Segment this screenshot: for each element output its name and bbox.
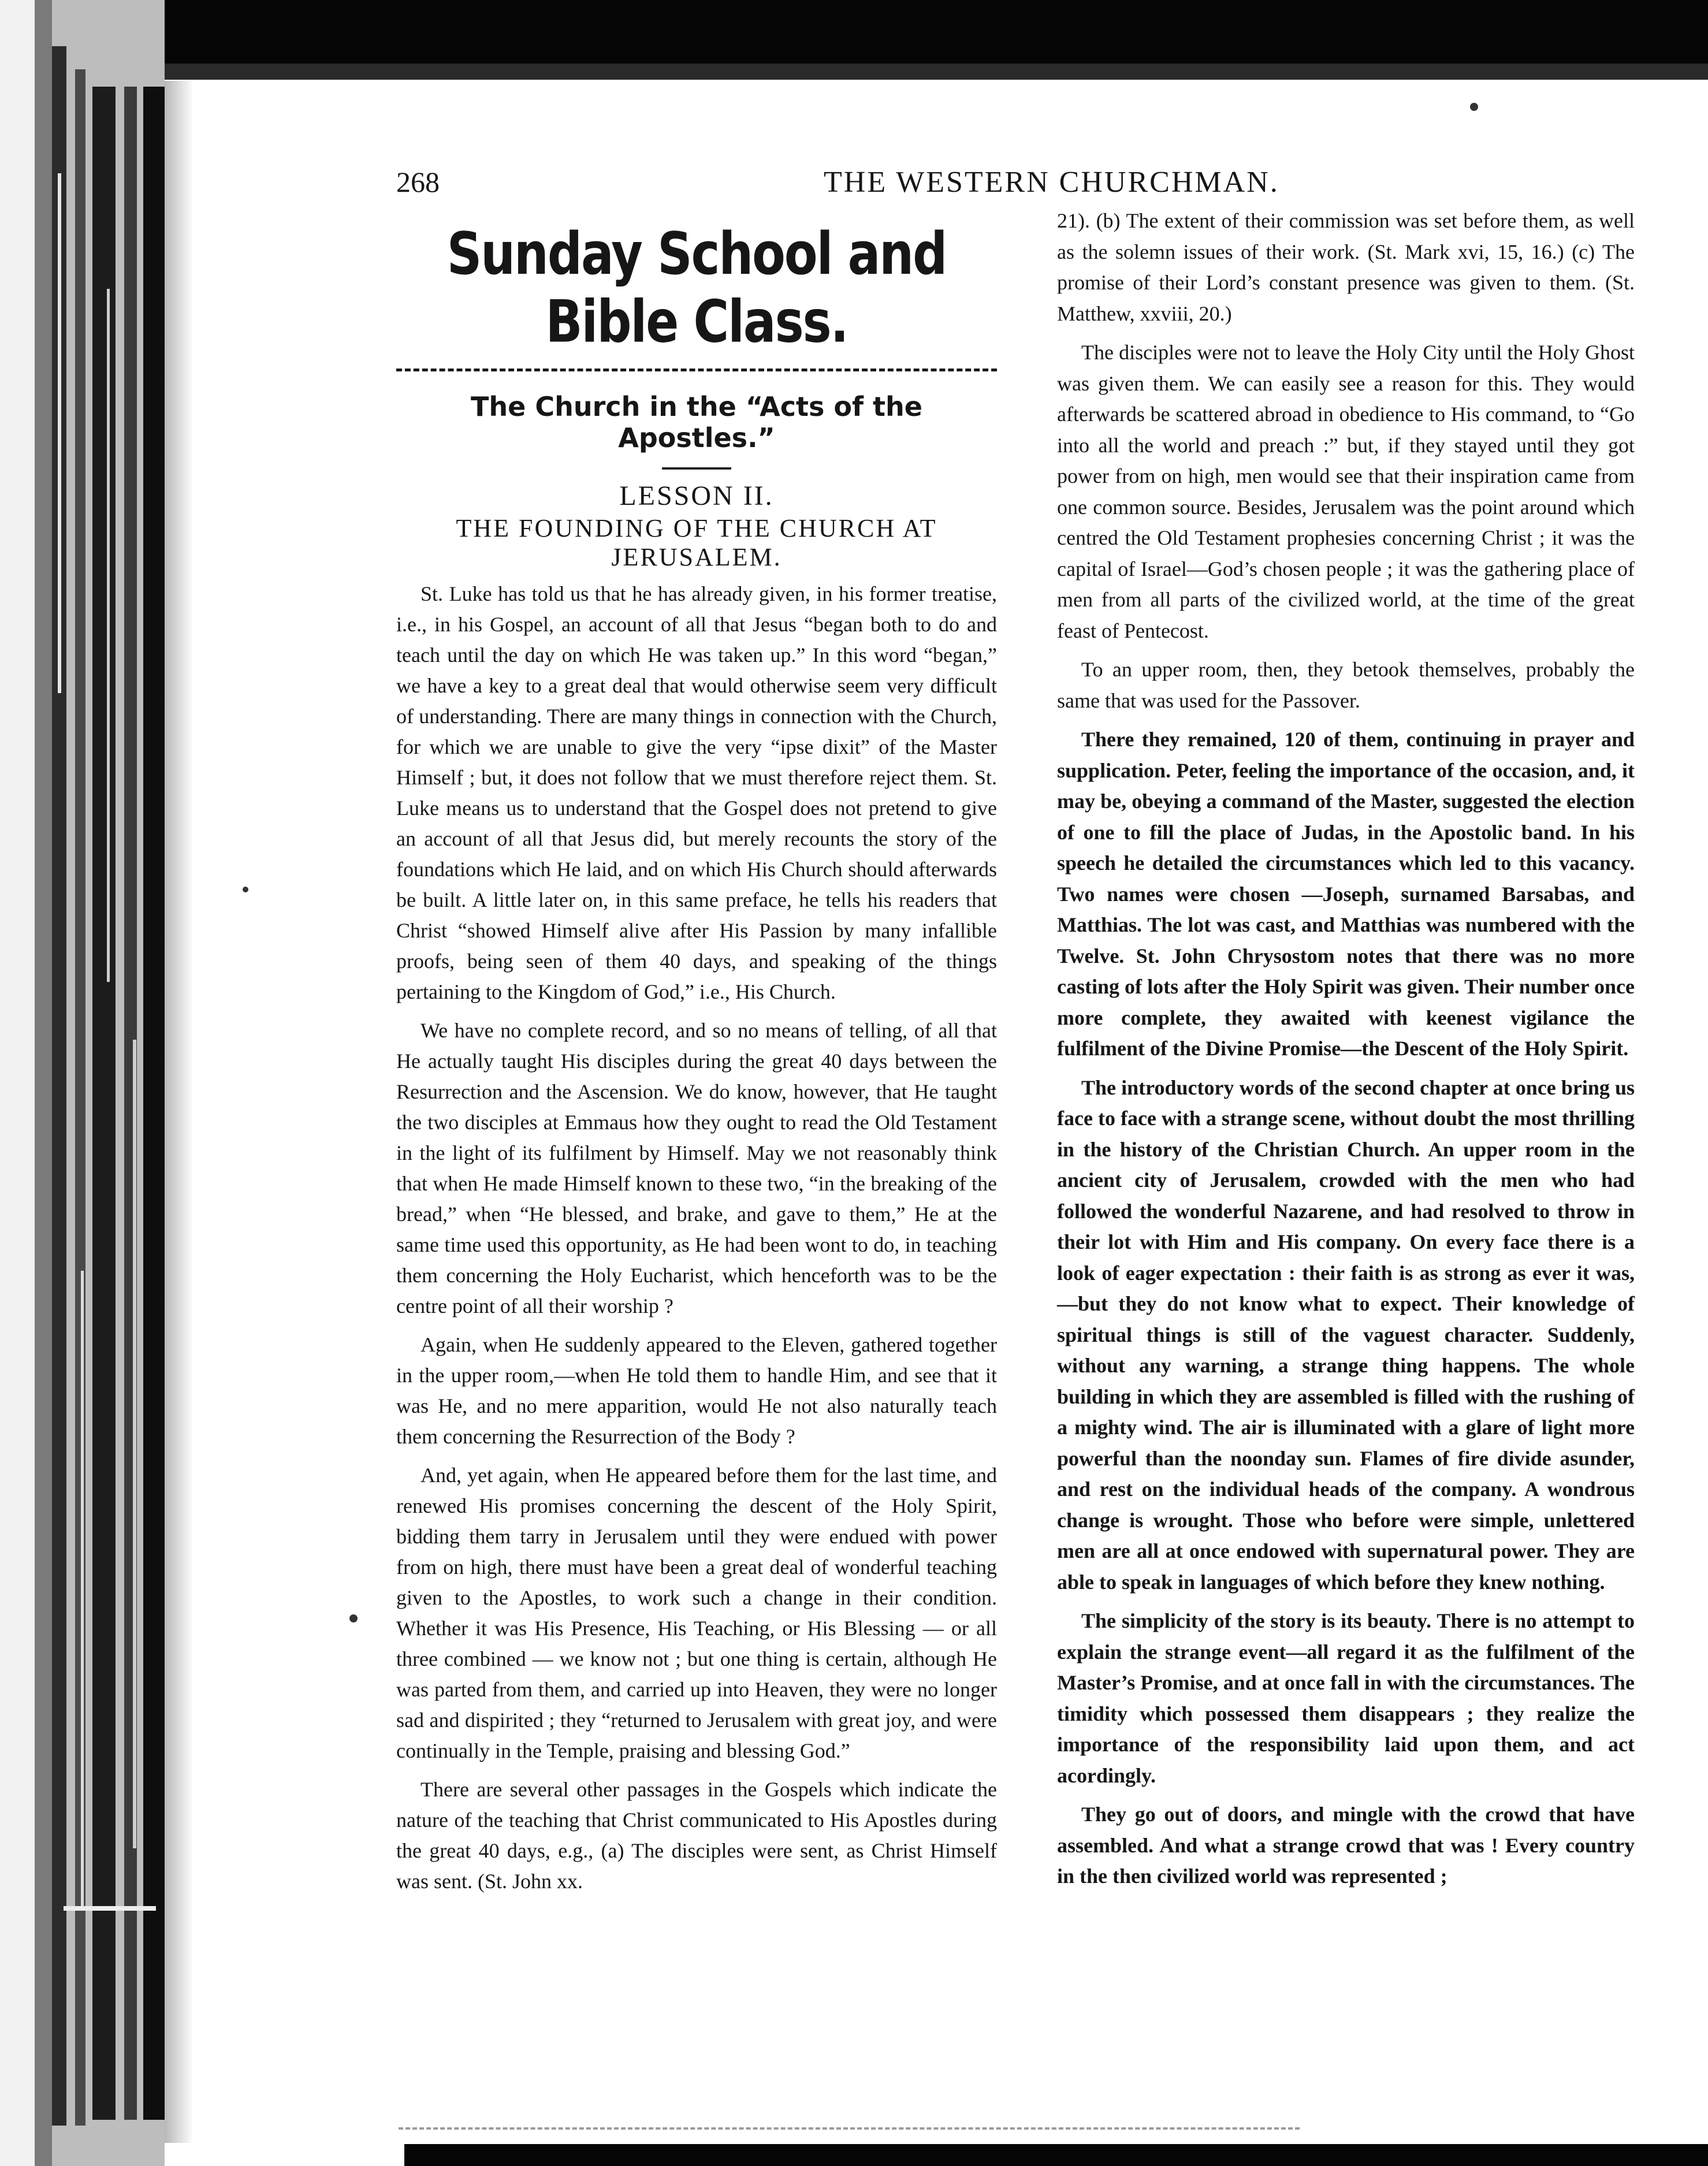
page-number: 268 bbox=[396, 166, 440, 198]
continued-paragraph: 21). (b) The extent of their commission was set before them, as well as the solemn issues of their work. (St. Mark xvi, 15, 16.) (c) The promise of their Lord’s constant presence was given to them. (St. Matthew, xxviii, 20.) bbox=[1057, 209, 1635, 325]
speck bbox=[349, 1614, 358, 1622]
body-paragraph: There they remained, 120 of them, continuing in prayer and supplication. Peter, feeling the importance of the occasion, and, it may be, obeying a command of the Master, suggested the election of one to fill the place of Judas, in the Apostolic band. In his speech he detailed the circumstances which led to this vacancy. Two names were chosen —Joseph, surnamed Barsabas, and Matthias. The lot was cast, and Matthias was numbered with the Twelve. St. John Chrysostom notes that there was no more casting of lots after the Holy Spirit was given. Their number once more complete, they awaited with keenest vigilance the fulfilment of the Divine Promise—the Descent of the Holy Spirit. bbox=[1057, 728, 1635, 1060]
short-rule bbox=[662, 467, 731, 470]
section-masthead: Sunday School and Bible Class. bbox=[446, 219, 947, 356]
body-paragraph: St. Luke has told us that he has already given, in his former treatise, i.e., in his Gospel, an account of all that Jesus “began both to do and teach until the day on which He was taken up.” In this word “began,” we have a key to a great deal that would otherwise seem very difficult of understanding. There are many things in connection with the Church, for which we are unable to give the very “ipse dixit” of the Master Himself ; but, it does not follow that we must therefore reject them. St. Luke means us to understand that the Gospel does not pretend to give an account of all that Jesus did, but merely recounts the story of the foundations which He laid, and on which His Church should afterwards be built. A little later on, in this same preface, he tells his readers that Christ “showed Himself alive after His Passion by many infallible proofs, being seen of them 40 days, and speaking of the things pertaining to the Kingdom of God,” i.e., His Church. bbox=[396, 582, 997, 1003]
body-paragraph: The disciples were not to leave the Holy City until the Holy Ghost was given them. We can easily see a reason for this. They would afterwards be scattered abroad in obedience to His command, to “Go into all the world and preach :” but, if they stayed until they got power from on high, men would see that their inspiration came from one common source. Besides, Jerusalem was the point around which centred the Old Testament prophesies concerning Christ ; it was the capital of Israel—God’s chosen people ; it was the gathering place of men from all parts of the civilized world, at the time of the great feast of Pentecost. bbox=[1057, 341, 1635, 642]
body-paragraph: There are several other passages in the Gospels which indicate the nature of the teaching that Christ communicated to His Apostles during the great 40 days, e.g., (a) The disciples were sent, as Christ Himself was sent. (St. John xx. bbox=[396, 1778, 997, 1893]
body-paragraph: We have no complete record, and so no means of telling, of all that He actually taught His disciples during the great 40 days between the Resurrection and the Ascension. We do know, however, that He taught the two disciples at Emmaus how they ought to read the Old Testament in the light of its fulfilment by Himself. May we not reasonably think that when He made Himself known to these two, “in the breaking of the bread,” when “He blessed, and brake, and gave to them,” He at the same time used this opportunity, as He had been wont to do, in teaching them concerning the Holy Eucharist, which henceforth was to be the centre point of all their worship ? bbox=[396, 1019, 997, 1318]
right-column bbox=[1057, 206, 1635, 1900]
body-paragraph: They go out of doors, and mingle with the crowd that have assembled. And what a strange crowd that was ! Every country in the then civilized world was represented ; bbox=[1057, 1803, 1635, 1888]
body-paragraph: The introductory words of the second chapter at once bring us face to face with a strange scene, without doubt the most thrilling in the history of the Christian Church. An upper room in the ancient city of Jerusalem, crowded with the men who had followed the wonderful Nazarene, and had resolved to throw in their lot with Him and His company. On every face there is a look of eager expectation : their faith is as strong as ever it was,—but they do not know what to expect. Their knowledge of spiritual things is still of the vaguest character. Suddenly, without any warning, a strange thing happens. The whole building in which they are assembled is filled with the rushing of a mighty wind. The air is illuminated with a glare of light more powerful than the noonday sun. Flames of fire divide asunder, and rest on the individual heads of the company. A wondrous change is wrought. Those who before were simple, unlettered men are all at once endowed with supernatural power. They are able to speak in languages of which before they knew nothing. bbox=[1057, 1075, 1635, 1594]
book-spine-shadow bbox=[0, 0, 165, 2166]
body-paragraph: Again, when He suddenly appeared to the Eleven, gathered together in the upper room,—when He told them to handle Him, and see that it was He, and no mere apparition, would He not also naturally teach them concerning the Resurrection of the Body ? bbox=[396, 1333, 997, 1448]
lesson-number: LESSON II. bbox=[619, 481, 774, 511]
body-paragraph: The simplicity of the story is its beauty. There is no attempt to explain the strange event—all regard it as the fulfilment of the Master’s Promise, and at once fall in with the circumstances. The timidity which possessed them disappears ; they realize the importance of the responsibility laid upon them, and act acordingly. bbox=[1057, 1609, 1635, 1787]
scan-bottom-rule bbox=[399, 2127, 1300, 2130]
series-title: The Church in the “Acts of the Apostles.” bbox=[471, 391, 922, 453]
masthead-rule bbox=[396, 369, 997, 371]
body-paragraph: To an upper room, then, they betook themselves, probably the same that was used for the Passover. bbox=[1057, 658, 1635, 712]
body-paragraph: And, yet again, when He appeared before them for the last time, and renewed His promises concerning the descent of the Holy Spirit, bidding them tarry in Jerusalem until they were endued with power from on high, there must have been a great deal of wonderful teaching given to the Apostles, to work such a change in their condition. Whether it was His Presence, His Teaching, or His Blessing — or all three combined — we know not ; but one thing is certain, although He was parted from them, and carried up into Heaven, they were no longer sad and dispirited ; they “returned to Jerusalem with great joy, and were continually in the Temple, praising and blessing God.” bbox=[396, 1464, 997, 1762]
speck bbox=[243, 887, 248, 892]
gutter-shadow bbox=[165, 81, 194, 2143]
scan-bottom-border bbox=[404, 2144, 1708, 2166]
journal-title: THE WESTERN CHURCHMAN. bbox=[824, 166, 1279, 199]
running-head bbox=[396, 165, 1667, 206]
speck bbox=[1470, 103, 1478, 111]
scan-top-shadow bbox=[52, 64, 1708, 80]
left-column bbox=[396, 219, 997, 1905]
lesson-title: THE FOUNDING OF THE CHURCH AT JERUSALEM. bbox=[456, 514, 937, 571]
scan-top-border bbox=[52, 0, 1708, 64]
